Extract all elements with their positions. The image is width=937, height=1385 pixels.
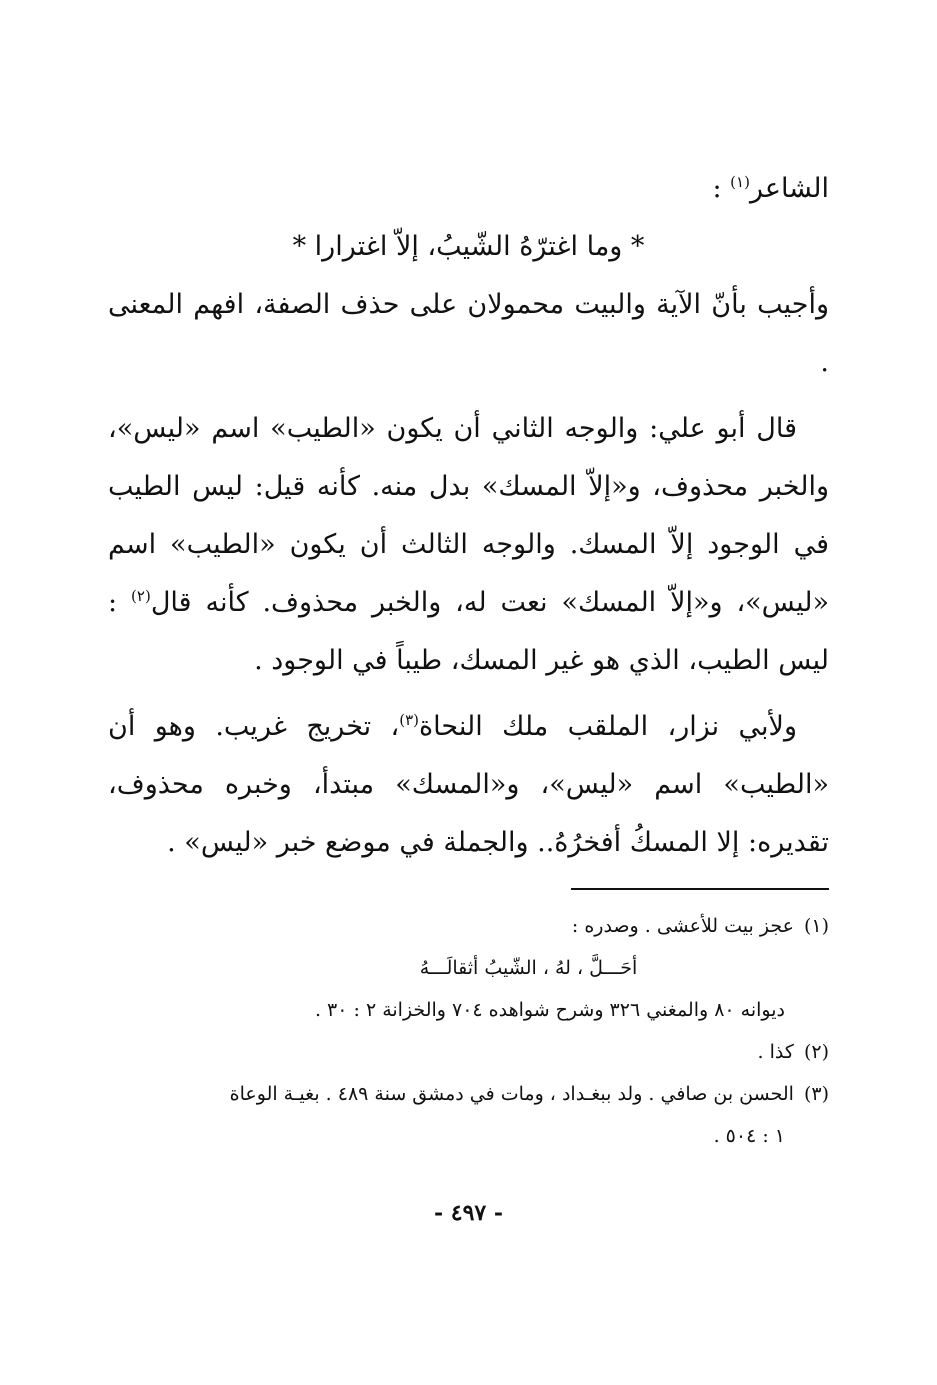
paragraph-3	[108, 698, 829, 872]
footnote-2	[108, 1031, 829, 1073]
footnote-separator	[571, 888, 829, 890]
poet-colon: :	[712, 173, 722, 204]
paragraph-1: وأجيب بأنّ الآية والبيت محمولان على حذف الصفة، افهم المعنى .	[108, 289, 829, 378]
footnote-ref-1: (١)	[730, 173, 750, 191]
footnote-1-source: ديوانه ٨٠ والمغني ٣٢٦ وشرح شواهده ٧٠٤ والخزانة ٢ : ٣٠ .	[314, 999, 785, 1021]
footnote-ref-3: (٣)	[399, 711, 420, 729]
footnote-2-text: كذا .	[757, 1041, 794, 1063]
footnote-3-text: الحسن بن صافي . ولد ببغـداد ، ومات في دمشق سنة ٤٨٩ . بغيـة الوعاة	[229, 1083, 794, 1105]
paragraph-3-text-b: ، تخريج غريب. وهو أن «الطيب» اسم «ليس»، و«المسك» مبتدأ، وخبره محذوف، تقديره: إلا المسكُ أفخرُهُ.. والجملة في موضع خبر «ليس» .	[108, 711, 829, 858]
main-text	[108, 160, 829, 880]
footnote-1	[108, 905, 829, 947]
footnote-ref-2: (٢)	[131, 587, 151, 605]
footnote-3	[108, 1073, 829, 1115]
verse-line: * وما اغترّهُ الشّيبُ، إلاّ اغترارا *	[292, 231, 645, 262]
poet-line	[108, 160, 829, 218]
poet-label: الشاعر	[749, 173, 829, 204]
footnote-3-continuation: ١ : ٥٠٤ .	[713, 1125, 785, 1147]
footnote-1-text: عجز بيت للأعشى . وصدره :	[571, 915, 794, 937]
footnote-3-number: (٣)	[803, 1083, 829, 1105]
footnotes	[108, 905, 829, 1157]
paragraph-2-text-b: : ليس الطيب، الذي هو غير المسك، طيباً في الوجود .	[108, 587, 829, 676]
footnote-1-number: (١)	[803, 915, 829, 937]
page-number: - ٤٩٧ -	[433, 1200, 504, 1226]
footnote-2-number: (٢)	[803, 1041, 829, 1063]
paragraph-2	[108, 400, 829, 690]
footnote-1-verse: أحَـــلَّ ، لهُ ، الشّيبُ أثقالَـــهُ	[419, 957, 638, 979]
paragraph-3-text-a: ولأبي نزار، الملقب ملك النحاة	[419, 711, 797, 742]
paragraph-2-text-a: قال أبو علي: والوجه الثاني أن يكون «الطيب» اسم «ليس»، والخبر محذوف، و«إلاّ المسك» بدل منه. كأنه قيل: ليس الطيب في الوجود إلاّ المسك. والوجه الثالث أن يكون «الطيب» اسم «ليس»، و«إلاّ المسك» نعت له، والخبر محذوف. كأنه قال	[108, 413, 829, 618]
